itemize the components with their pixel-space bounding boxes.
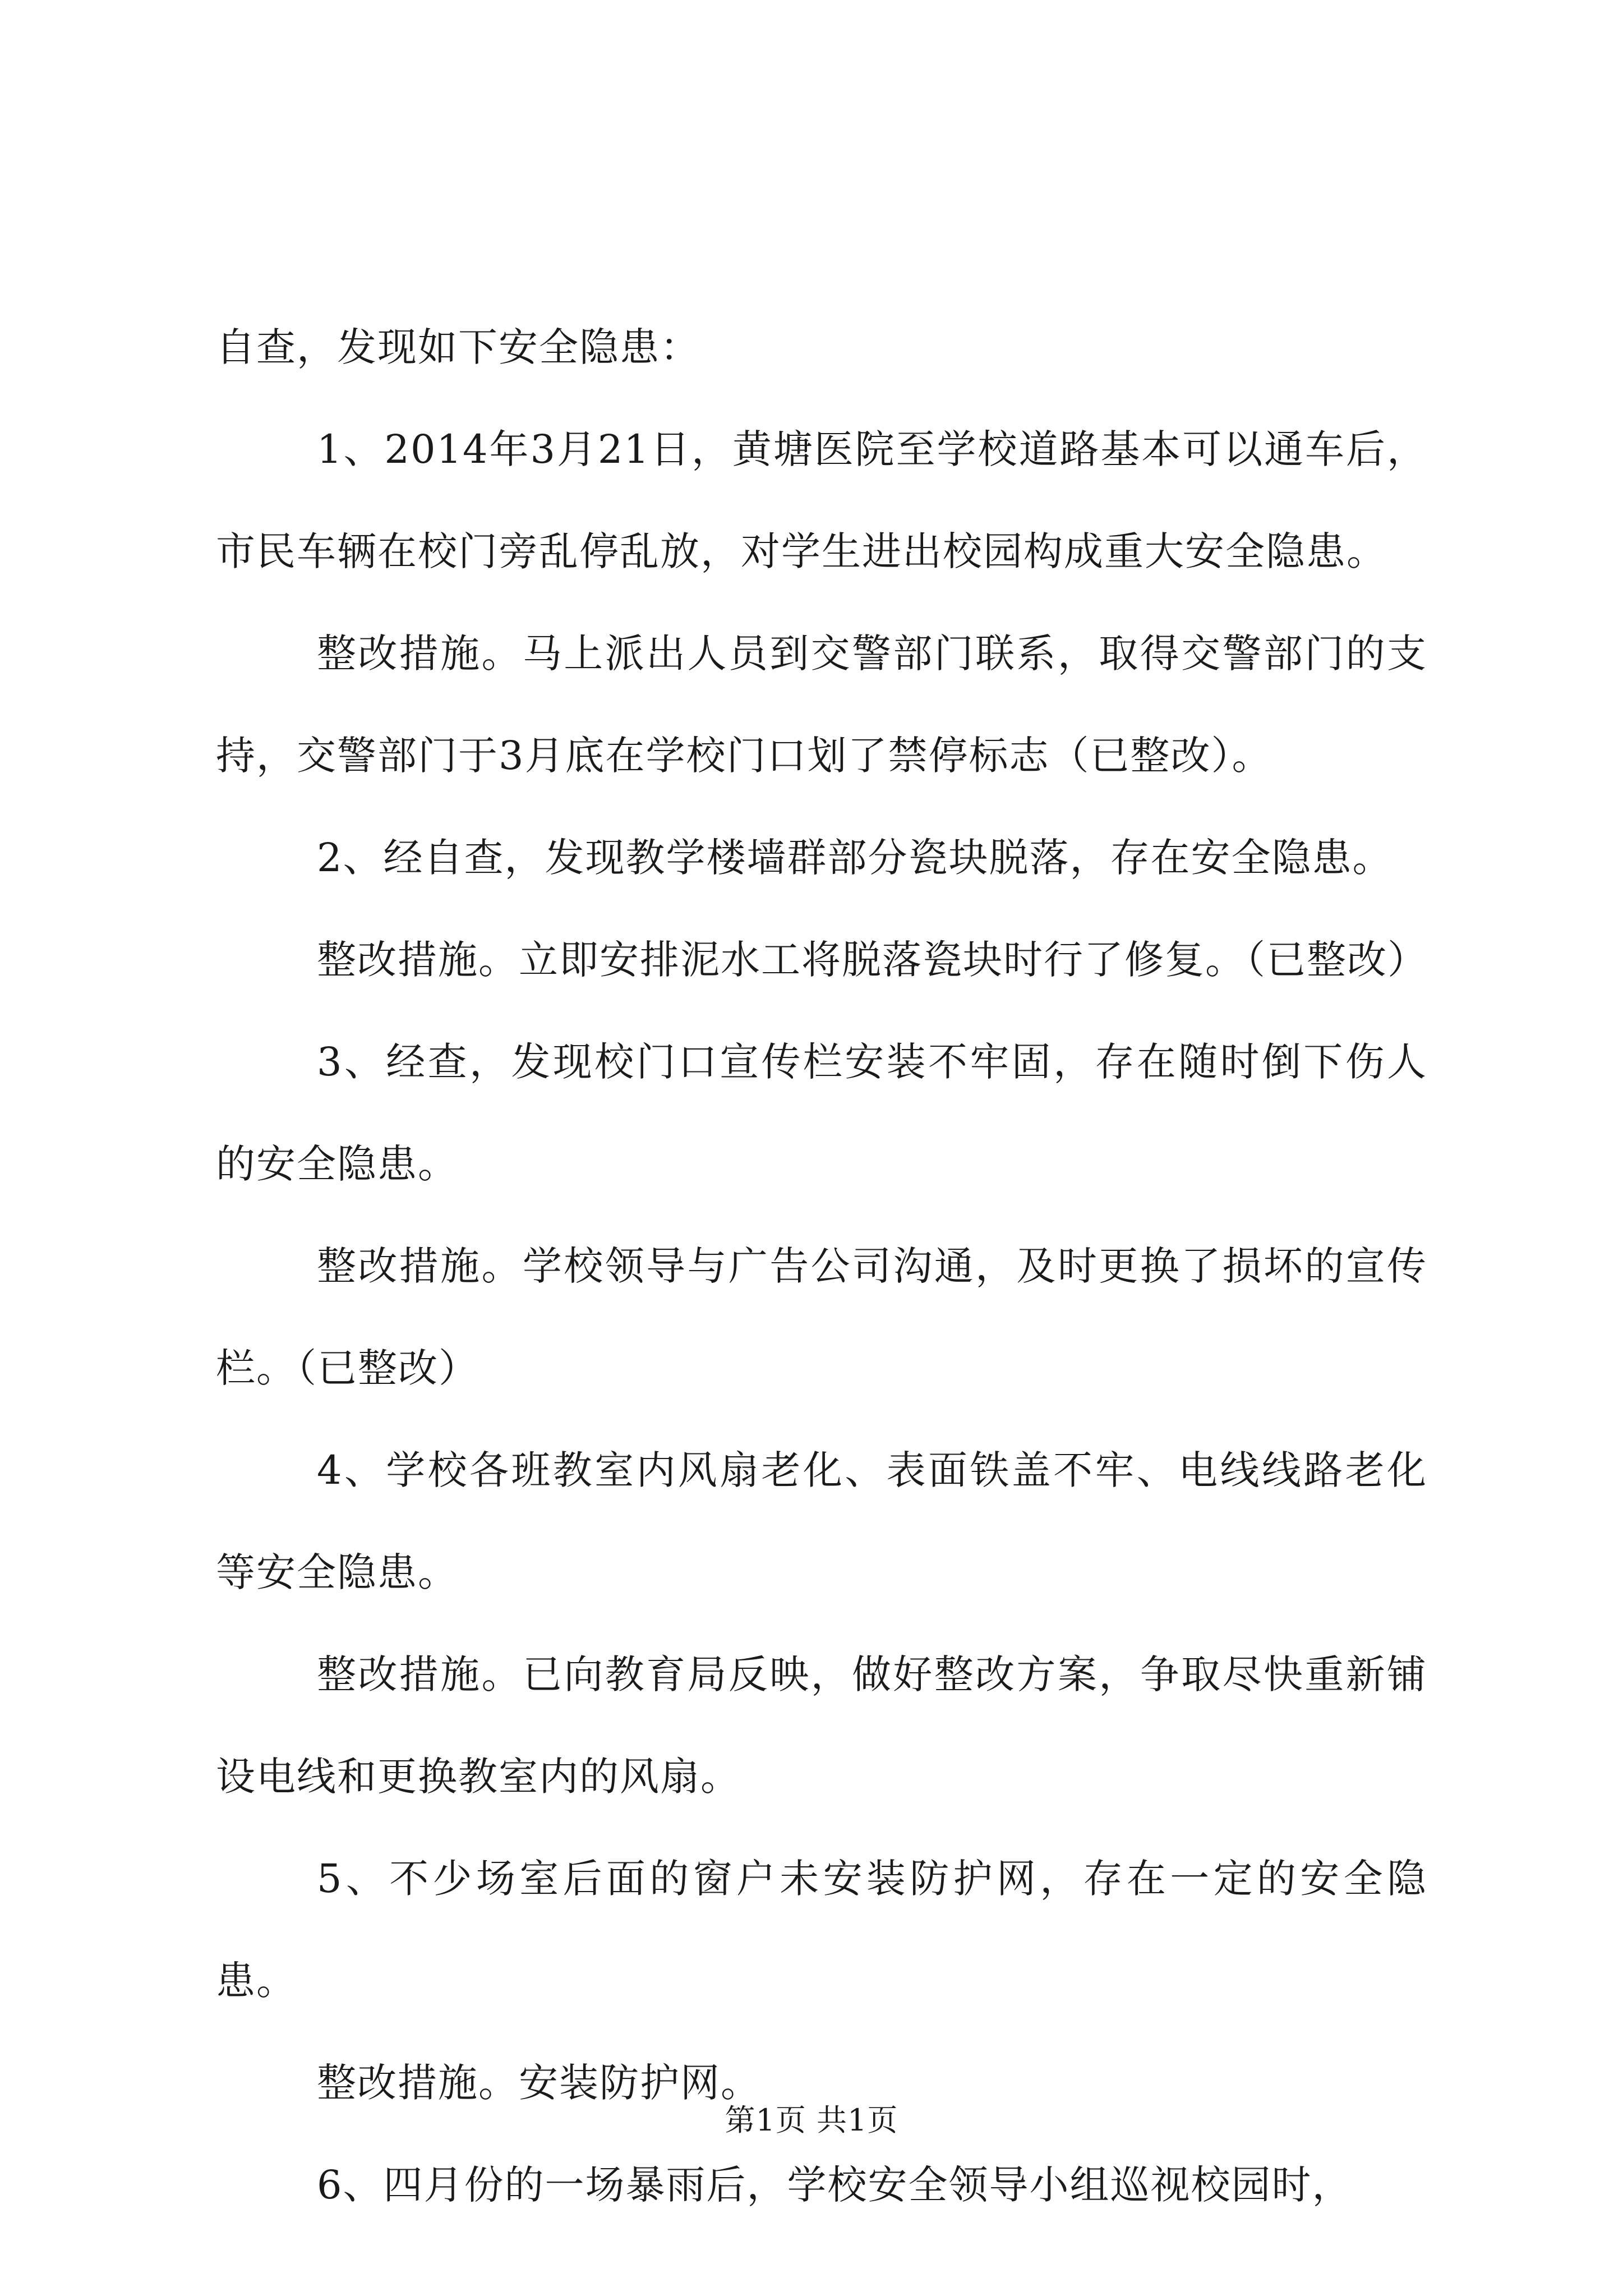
paragraph-measure-2: 整改措施。立即安排泥水工将脱落瓷块时行了修复。（已整改） (317, 937, 1428, 983)
page-footer: 第1页 共1页 (725, 2102, 898, 2138)
paragraph-item-5: 5、不少场室后面的窗户未安装防护网，存在一定的安全隐患。 (216, 1856, 1427, 2004)
document-body (216, 296, 1427, 2236)
paragraph-measure-4: 整改措施。已向教育局反映，做好整改方案，争取尽快重新铺设电线和更换教室内的风扇。 (216, 1651, 1427, 1800)
paragraph-intro: 自查，发现如下安全隐患： (216, 324, 700, 370)
paragraph-item-6: 6、四月份的一场暴雨后，学校安全领导小组巡视校园时， (317, 2162, 1353, 2208)
paragraph-measure-5: 整改措施。安装防护网。 (317, 2060, 761, 2106)
paragraph-item-3: 3、经查，发现校门口宣传栏安装不牢固，存在随时倒下伤人的安全隐患。 (216, 1039, 1427, 1187)
paragraph-item-2: 2、经自查，发现教学楼墙群部分瓷块脱落，存在安全隐患。 (317, 835, 1393, 881)
paragraph-measure-3: 整改措施。学校领导与广告公司沟通，及时更换了损坏的宣传栏。（已整改） (216, 1243, 1427, 1391)
paragraph-item-4: 4、学校各班教室内风扇老化、表面铁盖不牢、电线线路老化等安全隐患。 (216, 1447, 1427, 1595)
paragraph-item-1: 1、2014年3月21日，黄塘医院至学校道路基本可以通车后，市民车辆在校门旁乱停乱放，对学生进出校园构成重大安全隐患。 (216, 426, 1427, 574)
paragraph-measure-1: 整改措施。马上派出人员到交警部门联系，取得交警部门的支持，交警部门于3月底在学校门口划了禁停标志（已整改）。 (216, 631, 1427, 779)
